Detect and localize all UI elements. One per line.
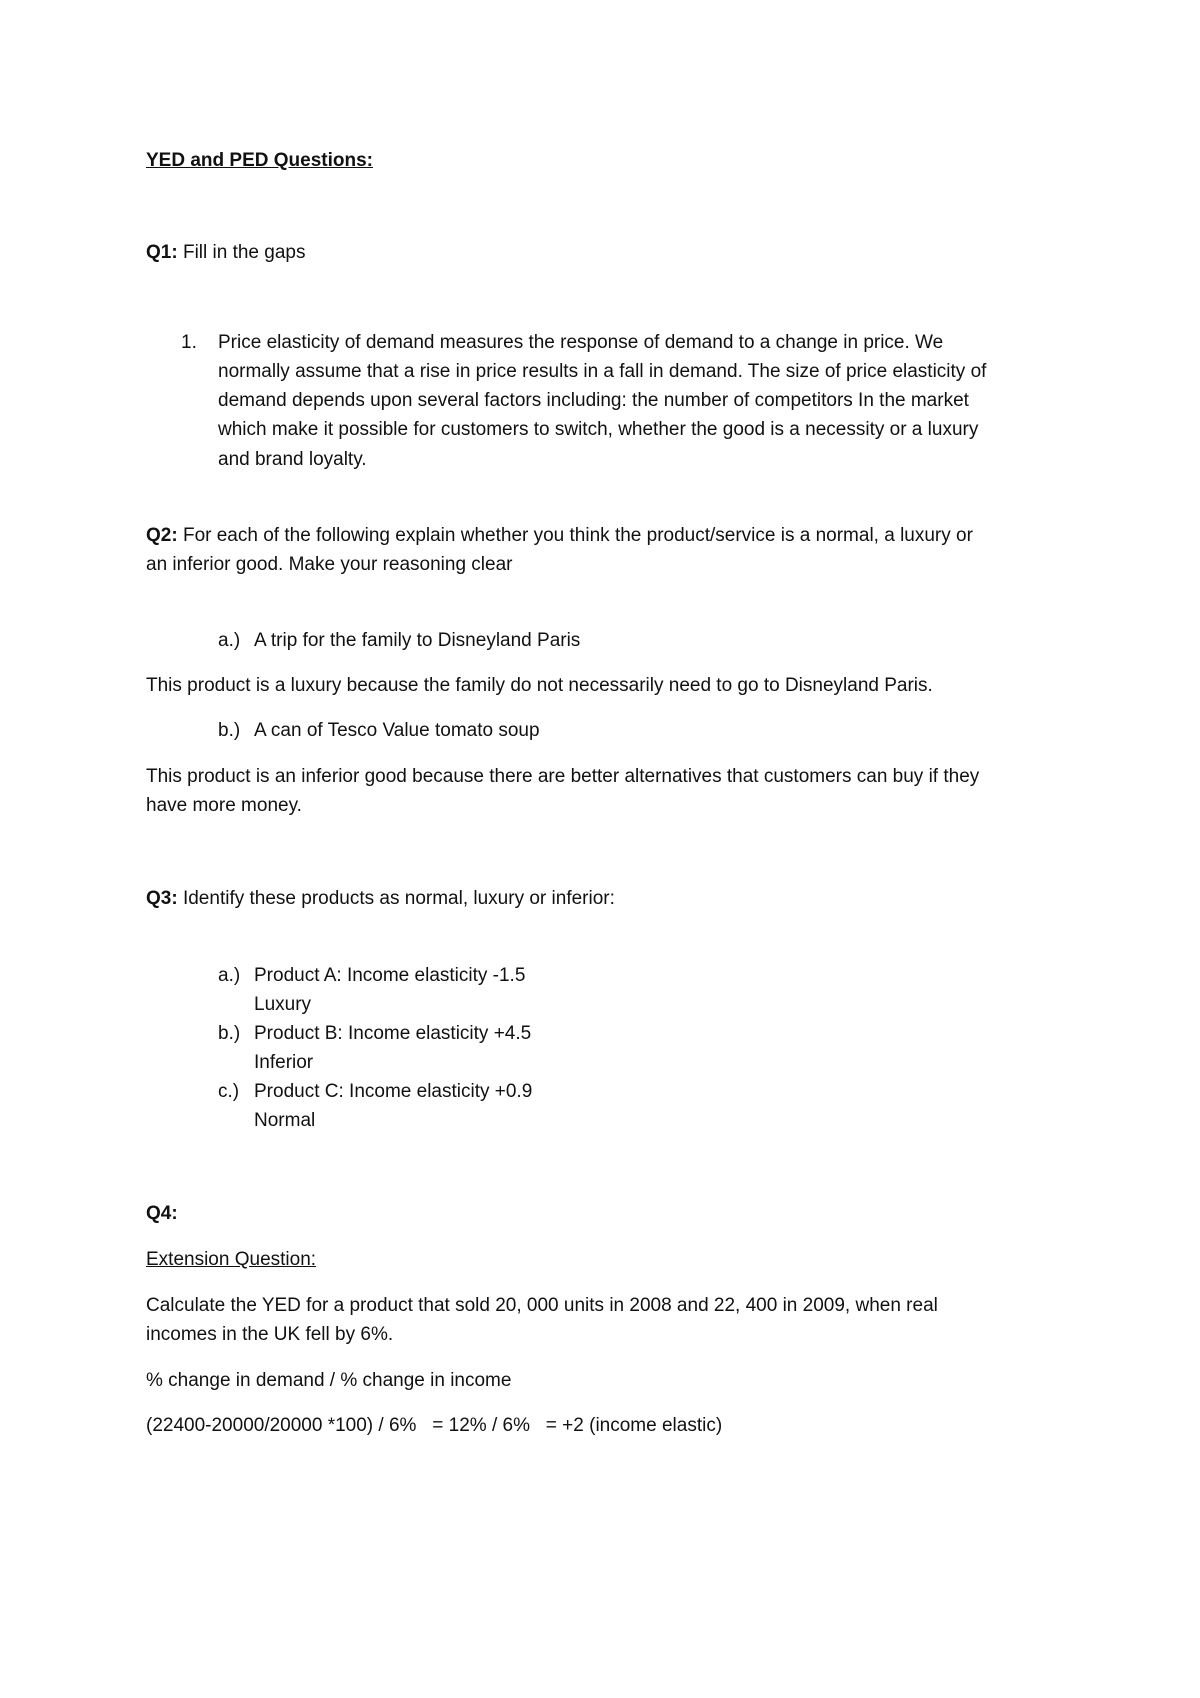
q2-heading [146, 522, 973, 550]
q2-answer-line: have more money. [146, 795, 302, 816]
q4-calculation: (22400-20000/20000 *100) / 6% = 12% / 6% = +2 (income elastic) [146, 1415, 723, 1436]
q2-prompt-line: an inferior good. Make your reasoning clear [146, 554, 513, 575]
q3-item-answer: Inferior [254, 1052, 314, 1073]
q3-label: Q3: [146, 888, 178, 909]
q2-answer-line: This product is an inferior good because there are better alternatives that customers can buy if they [146, 766, 980, 787]
q2-answer-line: This product is a luxury because the family do not necessarily need to go to Disneyland Paris. [146, 675, 933, 696]
q1-heading [146, 239, 305, 267]
q3-item-letter: a.) [218, 965, 241, 986]
q4-extension-heading: Extension Question: [146, 1249, 317, 1270]
q3-item-answer: Luxury [254, 994, 312, 1015]
q4-label: Q4: [146, 1203, 178, 1224]
q3-heading [146, 885, 615, 913]
q3-item-letter: b.) [218, 1023, 241, 1044]
q1-label: Q1: [146, 242, 178, 263]
q4-question-line: incomes in the UK fell by 6%. [146, 1324, 394, 1345]
q3-item-answer: Normal [254, 1110, 316, 1131]
q1-item-line: normally assume that a rise in price results in a fall in demand. The size of price elasticity of [218, 361, 987, 382]
q4-formula: % change in demand / % change in income [146, 1370, 512, 1391]
q1-item-line: demand depends upon several factors including: the number of competitors In the market [218, 390, 969, 411]
q1-item-line: and brand loyalty. [218, 449, 367, 470]
q2-item-letter: b.) [218, 720, 241, 741]
q2-prompt-line: For each of the following explain whether you think the product/service is a normal, a luxury or [177, 525, 973, 546]
q4-question-line: Calculate the YED for a product that sold 20, 000 units in 2008 and 22, 400 in 2009, when real [146, 1295, 938, 1316]
q1-item-number: 1. [181, 332, 197, 353]
q1-prompt: Fill in the gaps [177, 242, 306, 263]
q3-item-text: Product C: Income elasticity +0.9 [254, 1081, 533, 1102]
q3-item-text: Product A: Income elasticity -1.5 [254, 965, 526, 986]
q3-prompt: Identify these products as normal, luxury or inferior: [177, 888, 615, 909]
q1-item-line: Price elasticity of demand measures the response of demand to a change in price. We [218, 332, 944, 353]
q2-item-letter: a.) [218, 630, 241, 651]
page-title: YED and PED Questions: [146, 150, 373, 171]
q3-item-letter: c.) [218, 1081, 240, 1102]
q3-item-text: Product B: Income elasticity +4.5 [254, 1023, 532, 1044]
q2-item-text: A can of Tesco Value tomato soup [254, 720, 540, 741]
q2-label: Q2: [146, 525, 178, 546]
q2-item-text: A trip for the family to Disneyland Paris [254, 630, 581, 651]
q1-item-line: which make it possible for customers to switch, whether the good is a necessity or a luxury [218, 419, 979, 440]
